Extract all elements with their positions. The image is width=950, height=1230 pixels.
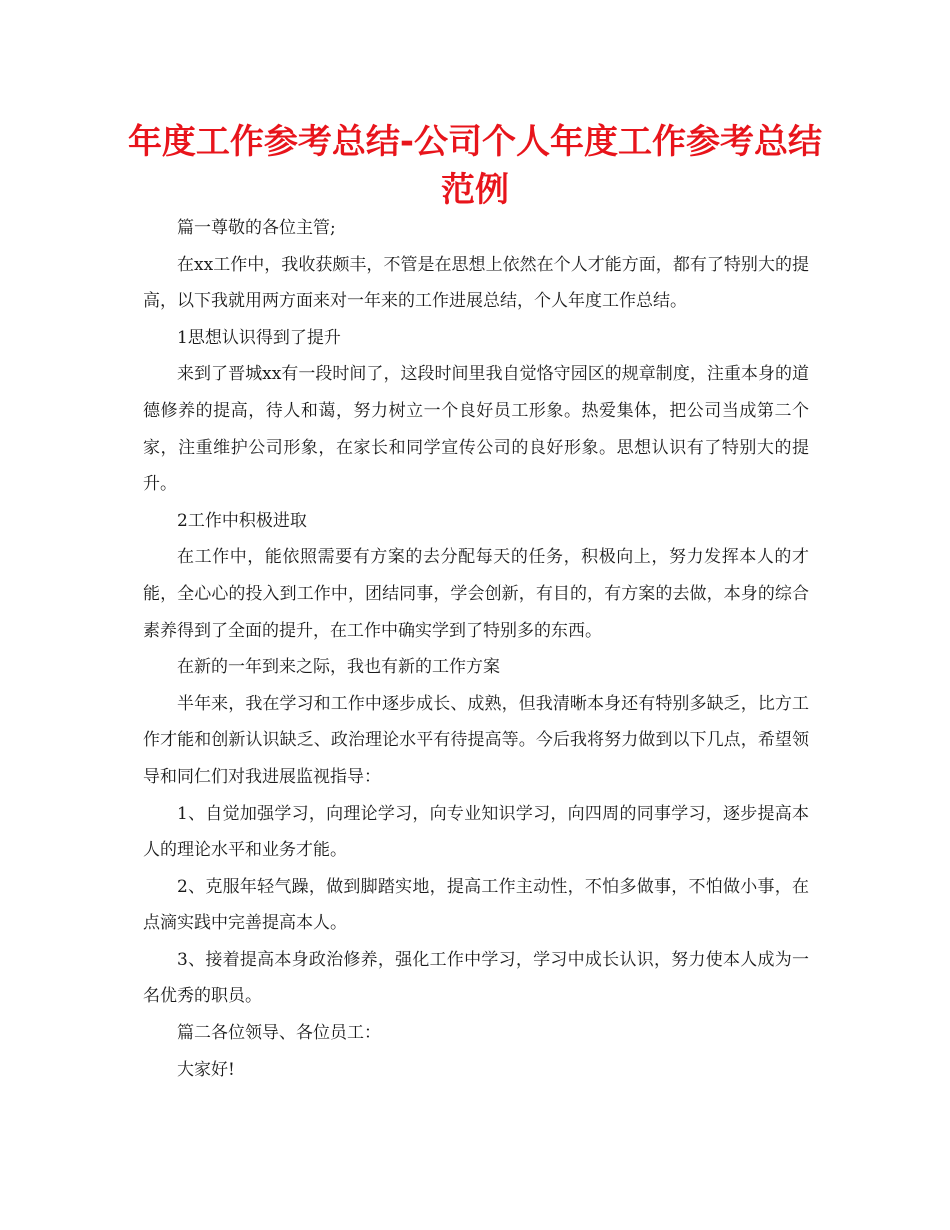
paragraph-half-year: 半年来，我在学习和工作中逐步成长、成熟，但我清晰本身还有特别多缺乏，比方工作才能和创新认识缺乏、政治理论水平有待提高等。今后我将努力做到以下几点，希望领导和同仁们对我进展监视指导：	[143, 693, 809, 787]
paragraph-part-two: 篇二各位领导、各位员工：	[177, 1023, 381, 1044]
paragraph-salutation: 篇一尊敬的各位主管;	[177, 218, 336, 238]
paragraph-intro: 在xx工作中，我收获颇丰，不管是在思想上依然在个人才能方面，都有了特别大的提高，以下我就用两方面来对一年来的工作进展总结，个人年度工作总结。	[143, 254, 809, 312]
paragraph-new-plan: 在新的一年到来之际，我也有新的工作方案	[177, 657, 500, 678]
paragraph-greeting: 大家好!	[177, 1059, 235, 1080]
heading-thought: 1思想认识得到了提升	[177, 327, 341, 348]
document-title: 年度工作参考总结-公司个人年度工作参考总结范例	[127, 122, 823, 210]
document-body	[143, 210, 809, 1088]
list-item-3: 3、接着提高本身政治修养，强化工作中学习，学习中成长认识，努力使本人成为一名优秀的职员。	[143, 949, 809, 1007]
list-item-2: 2、克服年轻气躁，做到脚踏实地，提高工作主动性，不怕多做事，不怕做小事，在点滴实践中完善提高本人。	[143, 876, 809, 934]
heading-work: 2工作中积极进取	[177, 510, 307, 531]
paragraph-thought: 来到了晋城xx有一段时间了，这段时间里我自觉恪守园区的规章制度，注重本身的道德修养的提高，待人和蔼，努力树立一个良好员工形象。热爱集体，把公司当成第二个家，注重维护公司形象，在家长和同学宣传公司的良好形象。思想认识有了特别大的提升。	[143, 364, 809, 495]
list-item-1: 1、自觉加强学习，向理论学习，向专业知识学习，向四周的同事学习，逐步提高本人的理论水平和业务才能。	[143, 803, 809, 861]
paragraph-work: 在工作中，能依照需要有方案的去分配每天的任务，积极向上，努力发挥本人的才能，全心心的投入到工作中，团结同事，学会创新，有目的，有方案的去做，本身的综合素养得到了全面的提升，在工作中确实学到了特别多的东西。	[143, 547, 809, 641]
